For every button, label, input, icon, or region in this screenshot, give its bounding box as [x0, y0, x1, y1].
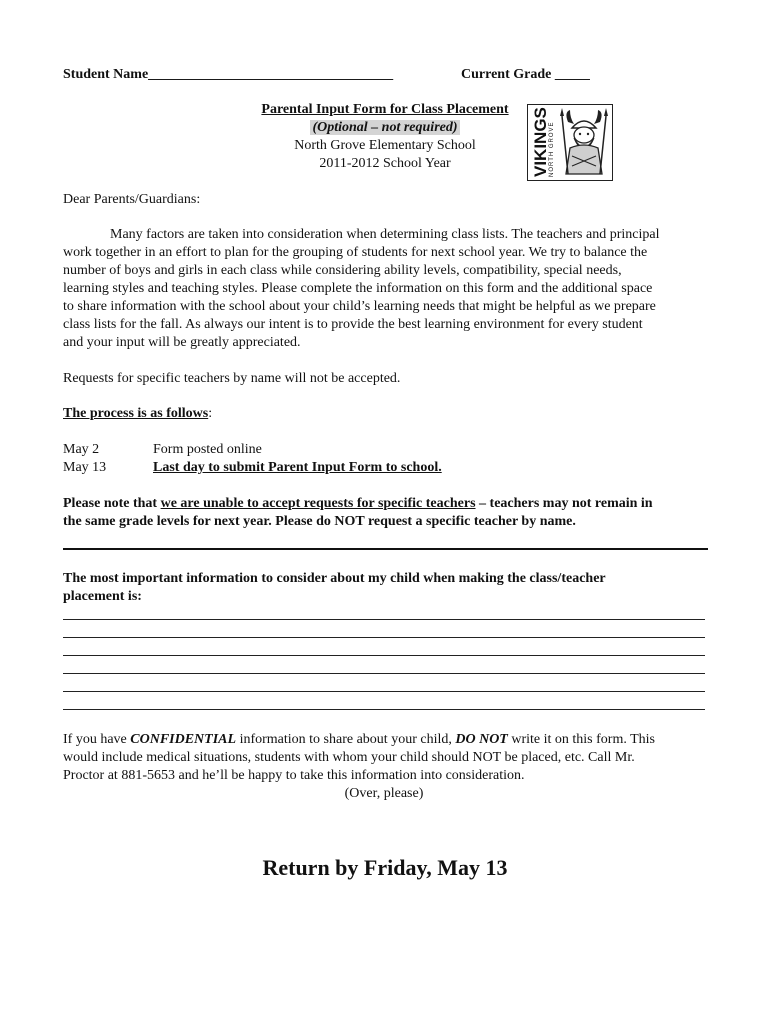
- confidential-text: information to share about your child,: [236, 732, 456, 747]
- process-heading-wrap: [63, 405, 212, 423]
- process-heading: The process is as follows: [63, 406, 209, 421]
- current-grade-blank[interactable]: _____: [554, 67, 590, 82]
- section-divider: [63, 548, 708, 550]
- optional-note: (Optional – not required): [312, 120, 458, 135]
- step-date: May 2: [63, 442, 100, 457]
- step-text: Last day to submit Parent Input Form to school.: [153, 460, 442, 475]
- notice-line-1: [63, 495, 723, 513]
- current-grade-field: [461, 66, 590, 84]
- logo-word: VIKINGS: [531, 107, 550, 177]
- confidential-text: If you have: [63, 732, 131, 747]
- letter-line: number of boys and girls in each class while considering ability levels, compatibility, special needs,: [63, 263, 622, 278]
- question-line-1: The most important information to consider about my child when making the class/teacher: [63, 571, 606, 586]
- confidential-line-2: would include medical situations, students with whom your child should NOT be placed, etc. Call Mr.: [63, 750, 635, 765]
- notice-text: Please note that: [63, 496, 161, 511]
- answer-line[interactable]: [63, 655, 705, 656]
- optional-note-wrap: [200, 119, 570, 137]
- answer-line[interactable]: [63, 637, 705, 638]
- student-name-field: [63, 66, 393, 84]
- viking-mascot-icon: [558, 108, 610, 178]
- letter-line: work together in an effort to plan for the grouping of students for next school year. We try to balance the: [63, 245, 648, 260]
- letter-line: to share information with the school about your child’s learning needs that might be helpful as we prepare: [63, 299, 656, 314]
- student-name-label: Student Name: [63, 67, 149, 82]
- over-please: (Over, please): [344, 786, 424, 801]
- confidential-emphasis: CONFIDENTIAL: [130, 732, 237, 747]
- answer-line[interactable]: [63, 619, 705, 620]
- notice-line-2: the same grade levels for next year. Please do NOT request a specific teacher by name.: [63, 514, 576, 529]
- requests-note: Requests for specific teachers by name will not be accepted.: [63, 371, 401, 386]
- do-not-emphasis: DO NOT: [455, 732, 508, 747]
- student-name-blank[interactable]: ___________________________________: [148, 67, 394, 82]
- letter-line: class lists for the fall. As always our intent is to provide the best learning environment for every student: [63, 317, 643, 332]
- vikings-logo: [527, 104, 613, 181]
- school-name: North Grove Elementary School: [294, 138, 476, 153]
- question-line-2: placement is:: [63, 589, 142, 604]
- notice-text: – teachers may not remain in: [475, 496, 653, 511]
- confidential-line-3: Proctor at 881-5653 and he’ll be happy to take this information into consideration.: [63, 768, 525, 783]
- letter-line: Many factors are taken into consideration when determining class lists. The teachers and principal: [110, 227, 660, 242]
- letter-line: learning styles and teaching styles. Please complete the information on this form and the additional space: [63, 281, 653, 296]
- letter-line: and your input will be greatly appreciated.: [63, 335, 301, 350]
- form-title: Parental Input Form for Class Placement: [261, 102, 509, 117]
- salutation: Dear Parents/Guardians:: [63, 192, 201, 207]
- process-heading-colon: :: [208, 406, 213, 421]
- logo-text-column: [532, 109, 558, 177]
- return-by-note: Return by Friday, May 13: [262, 855, 508, 880]
- title-block: [200, 101, 570, 173]
- notice-underlined-text: we are unable to accept requests for specific teachers: [160, 496, 476, 511]
- letter-body: [63, 226, 723, 352]
- answer-line[interactable]: [63, 691, 705, 692]
- confidential-text: write it on this form. This: [507, 732, 655, 747]
- step-text: Form posted online: [153, 442, 262, 457]
- school-year: 2011-2012 School Year: [319, 156, 451, 171]
- confidential-line-1: [63, 731, 655, 749]
- answer-line[interactable]: [63, 709, 705, 710]
- answer-line[interactable]: [63, 673, 705, 674]
- logo-small-text: NORTH GROVE: [549, 121, 555, 177]
- current-grade-label: Current Grade: [461, 67, 552, 82]
- step-date: May 13: [63, 460, 107, 475]
